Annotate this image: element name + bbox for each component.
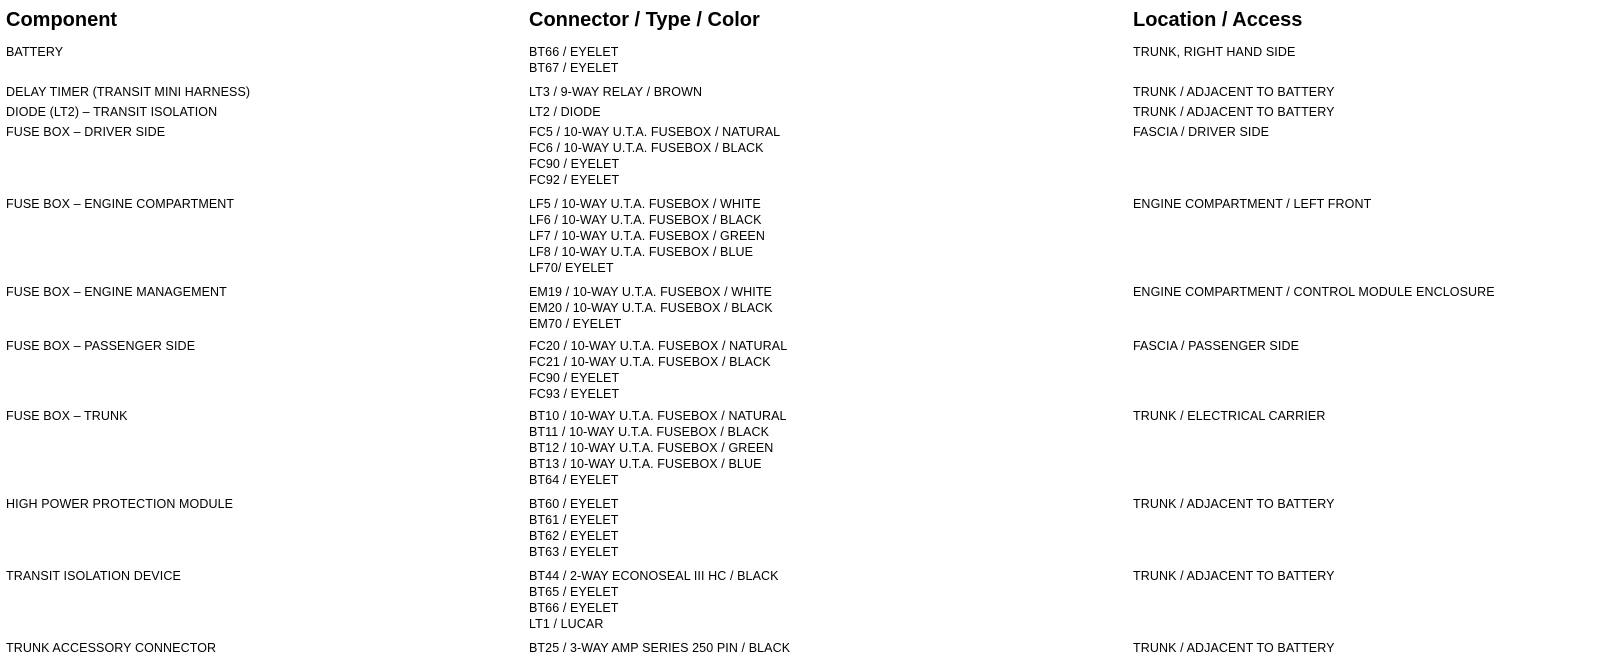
component-name: FUSE BOX – ENGINE MANAGEMENT	[6, 285, 227, 299]
connector-entry: LT1 / LUCAR	[529, 617, 604, 631]
component-location: TRUNK / ADJACENT TO BATTERY	[1133, 497, 1335, 511]
connector-entry: FC92 / EYELET	[529, 173, 620, 187]
component-location: TRUNK / ADJACENT TO BATTERY	[1133, 105, 1335, 119]
component-location: TRUNK / ADJACENT TO BATTERY	[1133, 85, 1335, 99]
connector-entry: BT60 / EYELET	[529, 497, 619, 511]
connector-list	[529, 284, 773, 332]
component-name: FUSE BOX – DRIVER SIDE	[6, 125, 166, 139]
connector-list	[529, 44, 619, 76]
connector-entry: FC90 / EYELET	[529, 371, 620, 385]
connector-entry: FC21 / 10-WAY U.T.A. FUSEBOX / BLACK	[529, 355, 771, 369]
component-location: TRUNK / ADJACENT TO BATTERY	[1133, 569, 1335, 583]
component-location: FASCIA / DRIVER SIDE	[1133, 125, 1270, 139]
connector-entry: BT66 / EYELET	[529, 601, 619, 615]
connector-entry: LF5 / 10-WAY U.T.A. FUSEBOX / WHITE	[529, 197, 761, 211]
component-name: HIGH POWER PROTECTION MODULE	[6, 497, 234, 511]
connector-entry: BT67 / EYELET	[529, 61, 619, 75]
connector-list	[529, 338, 787, 402]
connector-entry: BT25 / 3-WAY AMP SERIES 250 PIN / BLACK	[529, 641, 791, 655]
connector-entry: FC6 / 10-WAY U.T.A. FUSEBOX / BLACK	[529, 141, 764, 155]
connector-entry: BT63 / EYELET	[529, 545, 619, 559]
connector-list	[529, 196, 765, 276]
connector-list	[529, 84, 702, 100]
connector-entry: FC90 / EYELET	[529, 157, 620, 171]
connector-entry: BT10 / 10-WAY U.T.A. FUSEBOX / NATURAL	[529, 409, 787, 423]
component-name: DIODE (LT2) – TRANSIT ISOLATION	[6, 105, 218, 119]
component-name: BATTERY	[6, 45, 64, 59]
connector-list	[529, 104, 601, 120]
component-location: FASCIA / PASSENGER SIDE	[1133, 339, 1300, 353]
connector-entry: BT13 / 10-WAY U.T.A. FUSEBOX / BLUE	[529, 457, 762, 471]
component-location: TRUNK / ADJACENT TO BATTERY	[1133, 641, 1335, 655]
connector-entry: LF70/ EYELET	[529, 261, 614, 275]
component-name: FUSE BOX – ENGINE COMPARTMENT	[6, 197, 235, 211]
component-location: ENGINE COMPARTMENT / LEFT FRONT	[1133, 197, 1372, 211]
connector-entry: BT61 / EYELET	[529, 513, 619, 527]
connector-entry: EM19 / 10-WAY U.T.A. FUSEBOX / WHITE	[529, 285, 772, 299]
connector-column-header: Connector / Type / Color	[529, 9, 760, 31]
connector-entry: BT62 / EYELET	[529, 529, 619, 543]
connector-list	[529, 640, 790, 656]
connector-list	[529, 124, 780, 188]
connector-entry: LT3 / 9-WAY RELAY / BROWN	[529, 85, 703, 99]
connector-entry: BT44 / 2-WAY ECONOSEAL III HC / BLACK	[529, 569, 779, 583]
component-location: ENGINE COMPARTMENT / CONTROL MODULE ENCLOSURE	[1133, 285, 1495, 299]
connector-entry: EM70 / EYELET	[529, 317, 622, 331]
connector-entry: BT65 / EYELET	[529, 585, 619, 599]
connector-entry: BT11 / 10-WAY U.T.A. FUSEBOX / BLACK	[529, 425, 770, 439]
component-column-header: Component	[6, 9, 118, 31]
connector-entry: FC20 / 10-WAY U.T.A. FUSEBOX / NATURAL	[529, 339, 788, 353]
connector-entry: FC93 / EYELET	[529, 387, 620, 401]
connector-list	[529, 496, 619, 560]
component-location: TRUNK, RIGHT HAND SIDE	[1133, 45, 1296, 59]
connector-entry: LT2 / DIODE	[529, 105, 601, 119]
connector-entry: LF8 / 10-WAY U.T.A. FUSEBOX / BLUE	[529, 245, 754, 259]
component-name: TRANSIT ISOLATION DEVICE	[6, 569, 181, 583]
component-name: TRUNK ACCESSORY CONNECTOR	[6, 641, 217, 655]
connector-entry: BT66 / EYELET	[529, 45, 619, 59]
connector-entry: FC5 / 10-WAY U.T.A. FUSEBOX / NATURAL	[529, 125, 781, 139]
connector-entry: LF6 / 10-WAY U.T.A. FUSEBOX / BLACK	[529, 213, 762, 227]
connector-entry: BT64 / EYELET	[529, 473, 619, 487]
connector-entry: LF7 / 10-WAY U.T.A. FUSEBOX / GREEN	[529, 229, 765, 243]
location-column-header: Location / Access	[1133, 9, 1303, 31]
component-name: FUSE BOX – PASSENGER SIDE	[6, 339, 196, 353]
connector-entry: EM20 / 10-WAY U.T.A. FUSEBOX / BLACK	[529, 301, 773, 315]
component-location: TRUNK / ELECTRICAL CARRIER	[1133, 409, 1326, 423]
component-name: FUSE BOX – TRUNK	[6, 409, 128, 423]
connector-entry: BT12 / 10-WAY U.T.A. FUSEBOX / GREEN	[529, 441, 774, 455]
connector-list	[529, 568, 779, 632]
component-name: DELAY TIMER (TRANSIT MINI HARNESS)	[6, 85, 251, 99]
connector-list	[529, 408, 787, 488]
